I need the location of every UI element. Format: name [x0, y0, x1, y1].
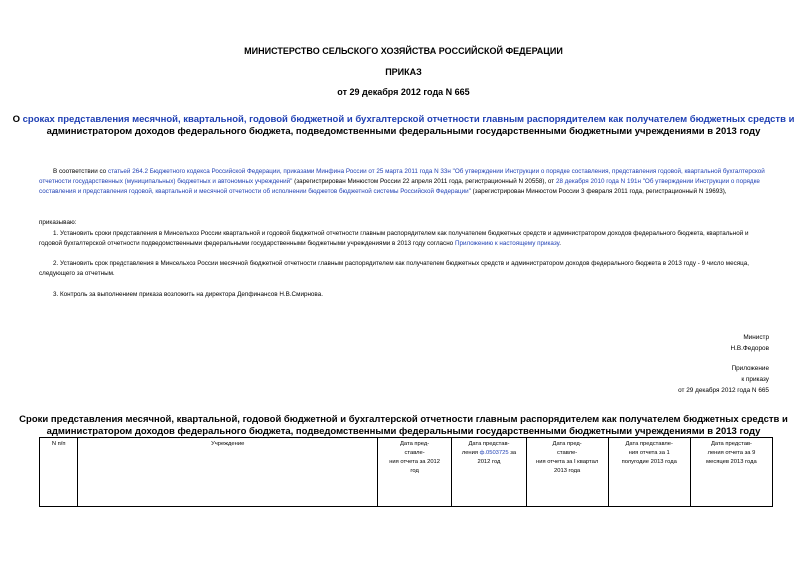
- header-number: N п/п: [40, 438, 78, 507]
- preamble: [39, 167, 769, 198]
- item-3: 3. Контроль за выполнением приказа возложить на директора Депфинансов Н.В.Смирнова.: [53, 291, 323, 298]
- order-title: [0, 114, 807, 138]
- preamble-link-2[interactable]: 28 декабря 2010 года N 191н "Об утверждении Инструкции о порядке составления и представления годовой, квартальной и месячной отчетности об исполнении бюджетов бюджетной системы Российской Федерации": [39, 178, 760, 196]
- preamble-text-1: В соответствии со: [53, 168, 108, 175]
- header-report-2012: Дата пред- ставле- ния отчета за 2012 год: [378, 438, 452, 507]
- item-1-text: 1. Установить сроки представления в Минсельхоз России квартальной и годовой бюджетной отчетности главным распорядителем как получателем бюджетных средств и администратором доходов федерального бюджета, квартальной и годовой бухгалтерской отчетности подведомственными федеральными государственными бюджетными учреждениями в 2013 году согласно: [39, 230, 749, 248]
- form-0503725-link[interactable]: ф.0503725: [479, 450, 509, 456]
- item-2: 2. Установить срок представления в Минсельхоз России месячной бюджетной отчетности главным распорядителем как получателем бюджетных средств и администратором доходов федерального бюджета в 2013 году - 9 число месяца, следующего за отчетным.: [39, 260, 750, 278]
- ministry-name: МИНИСТЕРСТВО СЕЛЬСКОГО ХОЗЯЙСТВА РОССИЙСКОЙ ФЕДЕРАЦИИ: [244, 46, 563, 56]
- header-9m-2013: Дата представ- ления отчета за 9 месяцев 2013 года: [690, 438, 772, 507]
- appendix-ref-line2: к приказу: [741, 376, 769, 383]
- title-link[interactable]: сроках представления месячной, квартальной, годовой бюджетной и бухгалтерской отчетности главным распорядителем как получателем бюджетных средств и: [22, 114, 795, 125]
- orders-word: приказываю:: [39, 219, 77, 226]
- item-1-end: .: [559, 240, 561, 248]
- appendix-ref-line3: от 29 декабря 2012 года N 665: [678, 387, 769, 394]
- appendix-title-line1: Сроки представления месячной, квартальной, годовой бюджетной и бухгалтерской отчетности главным распорядителем как получателем бюджетных средств и: [19, 414, 788, 425]
- deadlines-table: [39, 437, 773, 507]
- header-q1-2013: Дата пред- ставле- ния отчета за I квартал 2013 года: [526, 438, 608, 507]
- doc-type: ПРИКАЗ: [385, 67, 422, 77]
- preamble-text-3: (зарегистрирован Минюстом России 3 февраля 2011 года, регистрационный N 19693),: [470, 188, 727, 196]
- table-header-row: [40, 438, 773, 507]
- title-prefix: О: [12, 114, 23, 125]
- header-institution: Учреждение: [78, 438, 378, 507]
- item-1: [39, 229, 769, 249]
- appendix-reference: [678, 363, 769, 396]
- signature-position: Министр: [743, 334, 769, 341]
- header-h1-2013: Дата представле- ния отчета за 1 полугодие 2013 года: [608, 438, 690, 507]
- preamble-text-2: (зарегистрирован Минюстом России 22 апреля 2011 года, регистрационный N 20558), от: [292, 178, 556, 186]
- signature-block: [731, 332, 770, 354]
- appendix-title-line2: администратором доходов федерального бюджета, подведомственными федеральными государственными бюджетными учреждениями в 2013 году: [46, 426, 761, 437]
- appendix-link[interactable]: Приложению к настоящему приказу: [454, 240, 560, 248]
- appendix-title: [0, 414, 807, 438]
- signature-name: Н.В.Федоров: [730, 345, 769, 352]
- appendix-ref-line1: Приложение: [731, 365, 769, 372]
- preamble-link-1[interactable]: статьей 264.2 Бюджетного кодекса Российской Федерации, приказами Минфина России от 25 марта 2011 года N 33н "Об утверждении Инструкции о порядке составления, представления годовой, квартальной бухгалтерской отчетности государственных (муниципальных) бюджетных и автономных учреждений": [39, 168, 765, 186]
- title-line2: администратором доходов федерального бюджета, подведомственными федеральными государственными бюджетными учреждениями в 2013 году: [46, 126, 761, 137]
- header-form-0503725: Дата представ- ления ф.0503725 за 2012 год: [452, 438, 527, 507]
- doc-date-number: от 29 декабря 2012 года N 665: [337, 87, 470, 97]
